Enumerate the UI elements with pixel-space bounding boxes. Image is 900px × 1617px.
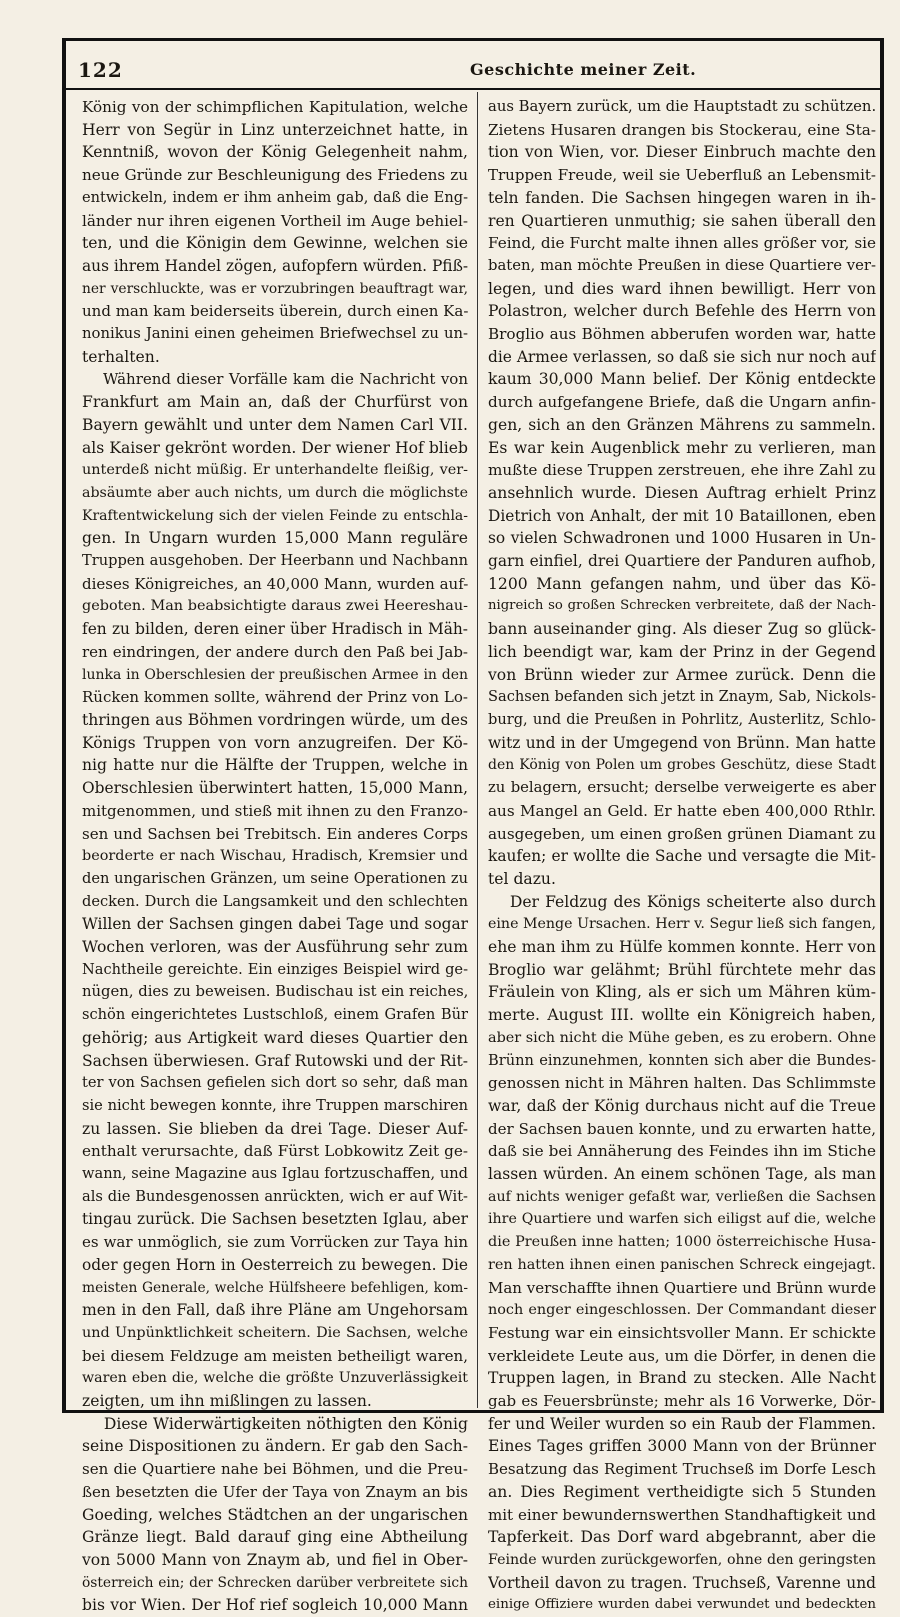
text-line: als Kaiser gekrönt worden. Der wiener Hof blieb — [82, 438, 468, 457]
text-line: ter von Sachsen gefielen sich dort so sehr, daß man — [82, 1074, 468, 1092]
text-line: nig hatte nur die Hälfte der Truppen, welche in — [82, 756, 468, 775]
text-line: Vortheil davon zu tragen. Truchseß, Varenne und — [488, 1573, 876, 1592]
text-line: Feinde wurden zurückgeworfen, ohne den geringsten — [488, 1552, 876, 1568]
text-line: mitgenommen, und stieß mit ihnen zu den Franzo- — [82, 801, 468, 820]
text-line: ten, und die Königin dem Gewinne, welchen sie — [82, 234, 468, 253]
text-line: österreich ein; der Schrecken darüber verbreitete sich — [82, 1574, 468, 1591]
text-line: bei diesem Feldzuge am meisten betheiligt waren, — [82, 1346, 468, 1365]
text-line: Festung war ein einsichtsvoller Mann. Er schickte — [488, 1323, 876, 1342]
text-line: die Preußen inne hatten; 1000 österreichische Husa- — [488, 1234, 876, 1251]
text-line: fer und Weiler wurden so ein Raub der Flammen. — [488, 1414, 876, 1433]
text-line: Oberschlesien überwintert hatten, 15,000 Mann, — [82, 779, 468, 798]
text-line: Sachsen befanden sich jetzt in Znaym, Sab, Nickols- — [488, 688, 876, 706]
text-line: einige Offiziere wurden dabei verwundet und bedeckten — [488, 1597, 876, 1613]
text-line: Feind, die Furcht malte ihnen alles größer vor, sie — [488, 234, 876, 253]
text-line: meisten Generale, welche Hülfsheere befehligen, kom- — [82, 1279, 468, 1296]
text-line: Fräulein von Kling, als er sich um Mähren küm- — [488, 983, 876, 1002]
text-line: und man kam beiderseits überein, durch einen Ka- — [82, 302, 468, 321]
text-line: neue Gründe zur Beschleunigung des Friedens zu — [82, 166, 468, 185]
text-line: merte. August III. wollte ein Königreich haben, — [488, 1006, 876, 1025]
text-line: Man verschaffte ihnen Quartiere und Brünn wurde — [488, 1278, 876, 1297]
text-line: Sachsen überwiesen. Graf Rutowski und der Rit- — [82, 1051, 468, 1070]
text-line: thringen aus Böhmen vordringen würde, um des — [82, 710, 468, 729]
text-line: sen und Sachsen bei Trebitsch. Ein anderes Corps — [82, 824, 468, 843]
text-line: lunka in Oberschlesien der preußischen Armee in den — [82, 666, 468, 683]
text-line: oder gegen Horn in Oesterreich zu bewegen. Die — [82, 1255, 468, 1274]
text-line: nügen, dies zu beweisen. Budischau ist ein reiches, — [82, 983, 468, 1001]
text-line: so vielen Schwadronen und 1000 Husaren in Un- — [488, 529, 876, 548]
text-line: auf nichts weniger gefaßt war, verließen die Sachsen — [488, 1188, 876, 1205]
text-line: Kraftentwickelung sich der vielen Feinde zu entschla- — [82, 507, 468, 524]
text-line: witz und in der Umgegend von Brünn. Man hatte — [488, 733, 876, 752]
text-line: gen, sich an den Gränzen Mährens zu sammeln. — [488, 415, 876, 434]
text-line: es war unmöglich, sie zum Vorrücken zur Taya hin — [82, 1233, 468, 1252]
text-line: Brünn einzunehmen, konnten sich aber die Bundes- — [488, 1051, 876, 1069]
text-line: men in den Fall, daß ihre Pläne am Ungehorsam — [82, 1301, 468, 1320]
text-line: enthalt verursachte, daß Fürst Lobkowitz Zeit ge- — [82, 1142, 468, 1161]
text-line: Diese Widerwärtigkeiten nöthigten den König — [103, 1414, 468, 1433]
text-line: tingau zurück. Die Sachsen besetzten Iglau, aber — [82, 1210, 468, 1229]
text-line: sie nicht bewegen konnte, ihre Truppen marschiren — [82, 1096, 468, 1114]
text-line: beorderte er nach Wischau, Hradisch, Kremsier und — [82, 848, 468, 865]
right-text-column — [488, 96, 876, 1613]
text-line: ihre Quartiere und warfen sich eiligst auf die, welche — [488, 1211, 876, 1228]
text-line: und Unpünktlichkeit scheitern. Die Sachsen, welche — [82, 1324, 468, 1341]
text-line: ßen besetzten die Ufer der Taya von Znaym an bis — [82, 1482, 468, 1501]
text-line: Während dieser Vorfälle kam die Nachricht von — [103, 370, 468, 389]
text-line: fen zu bilden, deren einer über Hradisch in Mäh- — [82, 620, 468, 639]
text-line: von 5000 Mann von Znaym ab, und fiel in Ober- — [82, 1551, 468, 1569]
text-line: aus ihrem Handel zögen, aufopfern würden. Pfiß- — [82, 256, 468, 275]
text-line: lassen würden. An einem schönen Tage, als man — [488, 1165, 876, 1184]
text-line: bis vor Wien. Der Hof rief sogleich 10,000 Mann — [82, 1596, 468, 1615]
text-line: absäumte aber auch nichts, um durch die möglichste — [82, 484, 468, 501]
text-line: Rücken kommen sollte, während der Prinz von Lo- — [82, 688, 468, 707]
text-line: Truppen ausgehoben. Der Heerbann und Nachbann — [82, 552, 468, 570]
text-line: mit einer bewundernswerthen Standhaftigkeit und — [488, 1505, 876, 1524]
text-line: ehe man ihm zu Hülfe kommen konnte. Herr von — [488, 938, 876, 957]
text-line: wann, seine Magazine aus Iglau fortzuschaffen, und — [82, 1165, 468, 1183]
text-line: Herr von Segür in Linz unterzeichnet hatte, in — [82, 120, 468, 139]
text-line: Truppen lagen, in Brand zu stecken. Alle Nacht — [488, 1369, 876, 1388]
text-line: nigreich so großen Schrecken verbreitete, daß der Nach- — [488, 598, 876, 614]
text-line: nonikus Janini einen geheimen Briefwechsel zu un- — [82, 325, 468, 343]
text-line: der Sachsen bauen konnte, und zu erwarten hatte, — [488, 1119, 876, 1138]
text-line: aber sich nicht die Mühe geben, es zu erobern. Ohne — [488, 1029, 876, 1046]
text-line: ren Quartieren unmuthig; sie sahen überall den — [488, 211, 876, 230]
text-line: waren eben die, welche die größte Unzuverlässigkeit — [82, 1370, 468, 1387]
text-line: sen die Quartiere nahe bei Böhmen, und die Preu- — [82, 1460, 468, 1479]
text-line: bann auseinander ging. Als dieser Zug so glück- — [488, 620, 876, 639]
text-line: Willen der Sachsen gingen dabei Tage und sogar — [82, 915, 468, 934]
text-line: Tapferkeit. Das Dorf ward abgebrannt, aber die — [488, 1528, 876, 1547]
text-line: noch enger eingeschlossen. Der Commandant dieser — [488, 1302, 876, 1319]
text-line: burg, und die Preußen in Pohrlitz, Austerlitz, Schlo- — [488, 710, 876, 728]
running-title: Geschichte meiner Zeit. — [470, 60, 697, 79]
text-line: Kenntniß, wovon der König Gelegenheit nahm, — [82, 143, 468, 162]
column-divider — [477, 92, 478, 1408]
text-line: Wochen verloren, was der Ausführung sehr zum — [82, 938, 468, 957]
text-line: Broglio war gelähmt; Brühl fürchtete mehr das — [488, 960, 876, 979]
text-line: kaum 30,000 Mann belief. Der König entdeckte — [488, 370, 876, 389]
text-line: Truppen Freude, weil sie Ueberfluß an Lebensmit- — [488, 166, 876, 185]
text-line: schön eingerichtetes Lustschloß, einem Grafen Bür — [82, 1006, 468, 1024]
text-line: die Armee verlassen, so daß sie sich nur noch auf — [488, 347, 876, 366]
text-line: Königs Truppen von vorn anzugreifen. Der Kö- — [82, 733, 468, 752]
text-line: tion von Wien, vor. Dieser Einbruch machte den — [488, 143, 876, 162]
text-line: Zietens Husaren drangen bis Stockerau, eine Sta- — [488, 120, 876, 139]
text-line: Der Feldzug des Königs scheiterte also durch — [509, 892, 876, 911]
text-line: daß sie bei Annäherung des Feindes ihn im Stiche — [488, 1142, 876, 1161]
text-line: Besatzung das Regiment Truchseß im Dorfe Lesch — [488, 1460, 876, 1479]
text-line: den König von Polen um grobes Geschütz, diese Stadt — [488, 757, 876, 774]
text-line: seine Dispositionen zu ändern. Er gab den Sach- — [82, 1437, 468, 1456]
text-line: zu lassen. Sie blieben da drei Tage. Dieser Auf- — [82, 1119, 468, 1138]
text-line: legen, und dies ward ihnen bewilligt. Herr von — [488, 279, 876, 298]
text-line: den ungarischen Gränzen, um seine Operationen zu — [82, 869, 468, 887]
header-rule — [66, 88, 880, 90]
text-line: ren hatten ihnen einen panischen Schreck eingejagt. — [488, 1256, 876, 1273]
text-line: aus Mangel an Geld. Er hatte eben 400,000 Rthlr. — [488, 801, 876, 820]
text-line: König von der schimpflichen Kapitulation, welche — [82, 98, 468, 116]
text-line: Polastron, welcher durch Befehle des Herrn von — [488, 302, 876, 321]
text-line: unterdeß nicht müßig. Er unterhandelte fleißig, ver- — [82, 462, 468, 479]
text-line: teln fanden. Die Sachsen hingegen waren in ih- — [488, 188, 876, 207]
text-line: Es war kein Augenblick mehr zu verlieren, man — [488, 438, 876, 457]
text-line: Frankfurt am Main an, daß der Churfürst von — [82, 393, 468, 412]
text-line: zu belagern, ersucht; derselbe verweigerte es aber — [488, 779, 876, 797]
text-line: an. Dies Regiment vertheidigte sich 5 Stunden — [488, 1482, 876, 1501]
text-line: durch aufgefangene Briefe, daß die Ungarn anfin- — [488, 393, 876, 412]
text-line: lich beendigt war, kam der Prinz in der Gegend — [488, 642, 876, 661]
text-line: war, daß der König durchaus nicht auf die Treue — [488, 1096, 876, 1115]
text-line: Broglio aus Böhmen abberufen worden war, hatte — [488, 325, 876, 344]
text-line: zeigten, um ihn mißlingen zu lassen. — [82, 1392, 372, 1411]
text-line: 1200 Mann gefangen nahm, und über das Kö- — [488, 574, 876, 593]
text-line: ner verschluckte, was er vorzubringen beauftragt war, — [82, 280, 468, 297]
text-line: länder nur ihren eigenen Vortheil im Auge behiel- — [82, 211, 468, 230]
text-line: entwickeln, indem er ihm anheim gab, daß die Eng- — [82, 188, 468, 206]
text-line: eine Menge Ursachen. Herr v. Segur ließ sich fangen, — [488, 916, 876, 933]
text-line: gab es Feuersbrünste; mehr als 16 Vorwerke, Dör- — [488, 1392, 876, 1411]
text-line: als die Bundesgenossen anrückten, wich er auf Wit- — [82, 1187, 468, 1205]
text-line: terhalten. — [82, 347, 160, 366]
text-line: ausgegeben, um einen großen grünen Diamant zu — [488, 824, 876, 843]
text-line: von Brünn wieder zur Armee zurück. Denn die — [488, 665, 876, 684]
text-line: geboten. Man beabsichtigte daraus zwei Heereshau- — [82, 598, 468, 615]
text-line: verkleidete Leute aus, um die Dörfer, in denen die — [488, 1346, 876, 1365]
text-line: kaufen; er wollte die Sache und versagte die Mit- — [488, 847, 876, 866]
text-line: Nachtheile gereichte. Ein einziges Beispiel wird ge- — [82, 960, 468, 978]
text-line: gen. In Ungarn wurden 15,000 Mann reguläre — [82, 529, 468, 548]
text-line: ansehnlich wurde. Diesen Auftrag erhielt Prinz — [488, 483, 876, 502]
text-line: aus Bayern zurück, um die Hauptstadt zu schützen. — [488, 98, 876, 115]
page-number: 122 — [78, 58, 123, 82]
text-line: decken. Durch die Langsamkeit und den schlechten — [82, 892, 468, 910]
text-line: Dietrich von Anhalt, der mit 10 Bataillonen, eben — [488, 506, 876, 525]
page-header — [70, 58, 876, 84]
text-line: mußte diese Truppen zerstreuen, ehe ihre Zahl zu — [488, 461, 876, 480]
text-line: Gränze liegt. Bald darauf ging eine Abtheilung — [82, 1528, 468, 1547]
text-line: Goeding, welches Städtchen an der ungarischen — [82, 1505, 468, 1524]
text-line: gehörig; aus Artigkeit ward dieses Quartier den — [82, 1028, 468, 1047]
text-line: Bayern gewählt und unter dem Namen Carl VII. — [82, 415, 468, 434]
text-line: garn einfiel, drei Quartiere der Panduren aufhob, — [488, 552, 876, 571]
text-line: dieses Königreiches, an 40,000 Mann, wurden auf- — [82, 574, 468, 593]
text-line: ren eindringen, der andere durch den Paß bei Jab- — [82, 642, 468, 661]
text-line: Eines Tages griffen 3000 Mann von der Brünner — [488, 1437, 876, 1456]
text-line: genossen nicht in Mähren halten. Das Schlimmste — [488, 1074, 876, 1093]
text-line: tel dazu. — [488, 869, 556, 888]
text-line: baten, man möchte Preußen in diese Quartiere ver- — [488, 256, 876, 274]
left-text-column — [82, 96, 468, 1615]
